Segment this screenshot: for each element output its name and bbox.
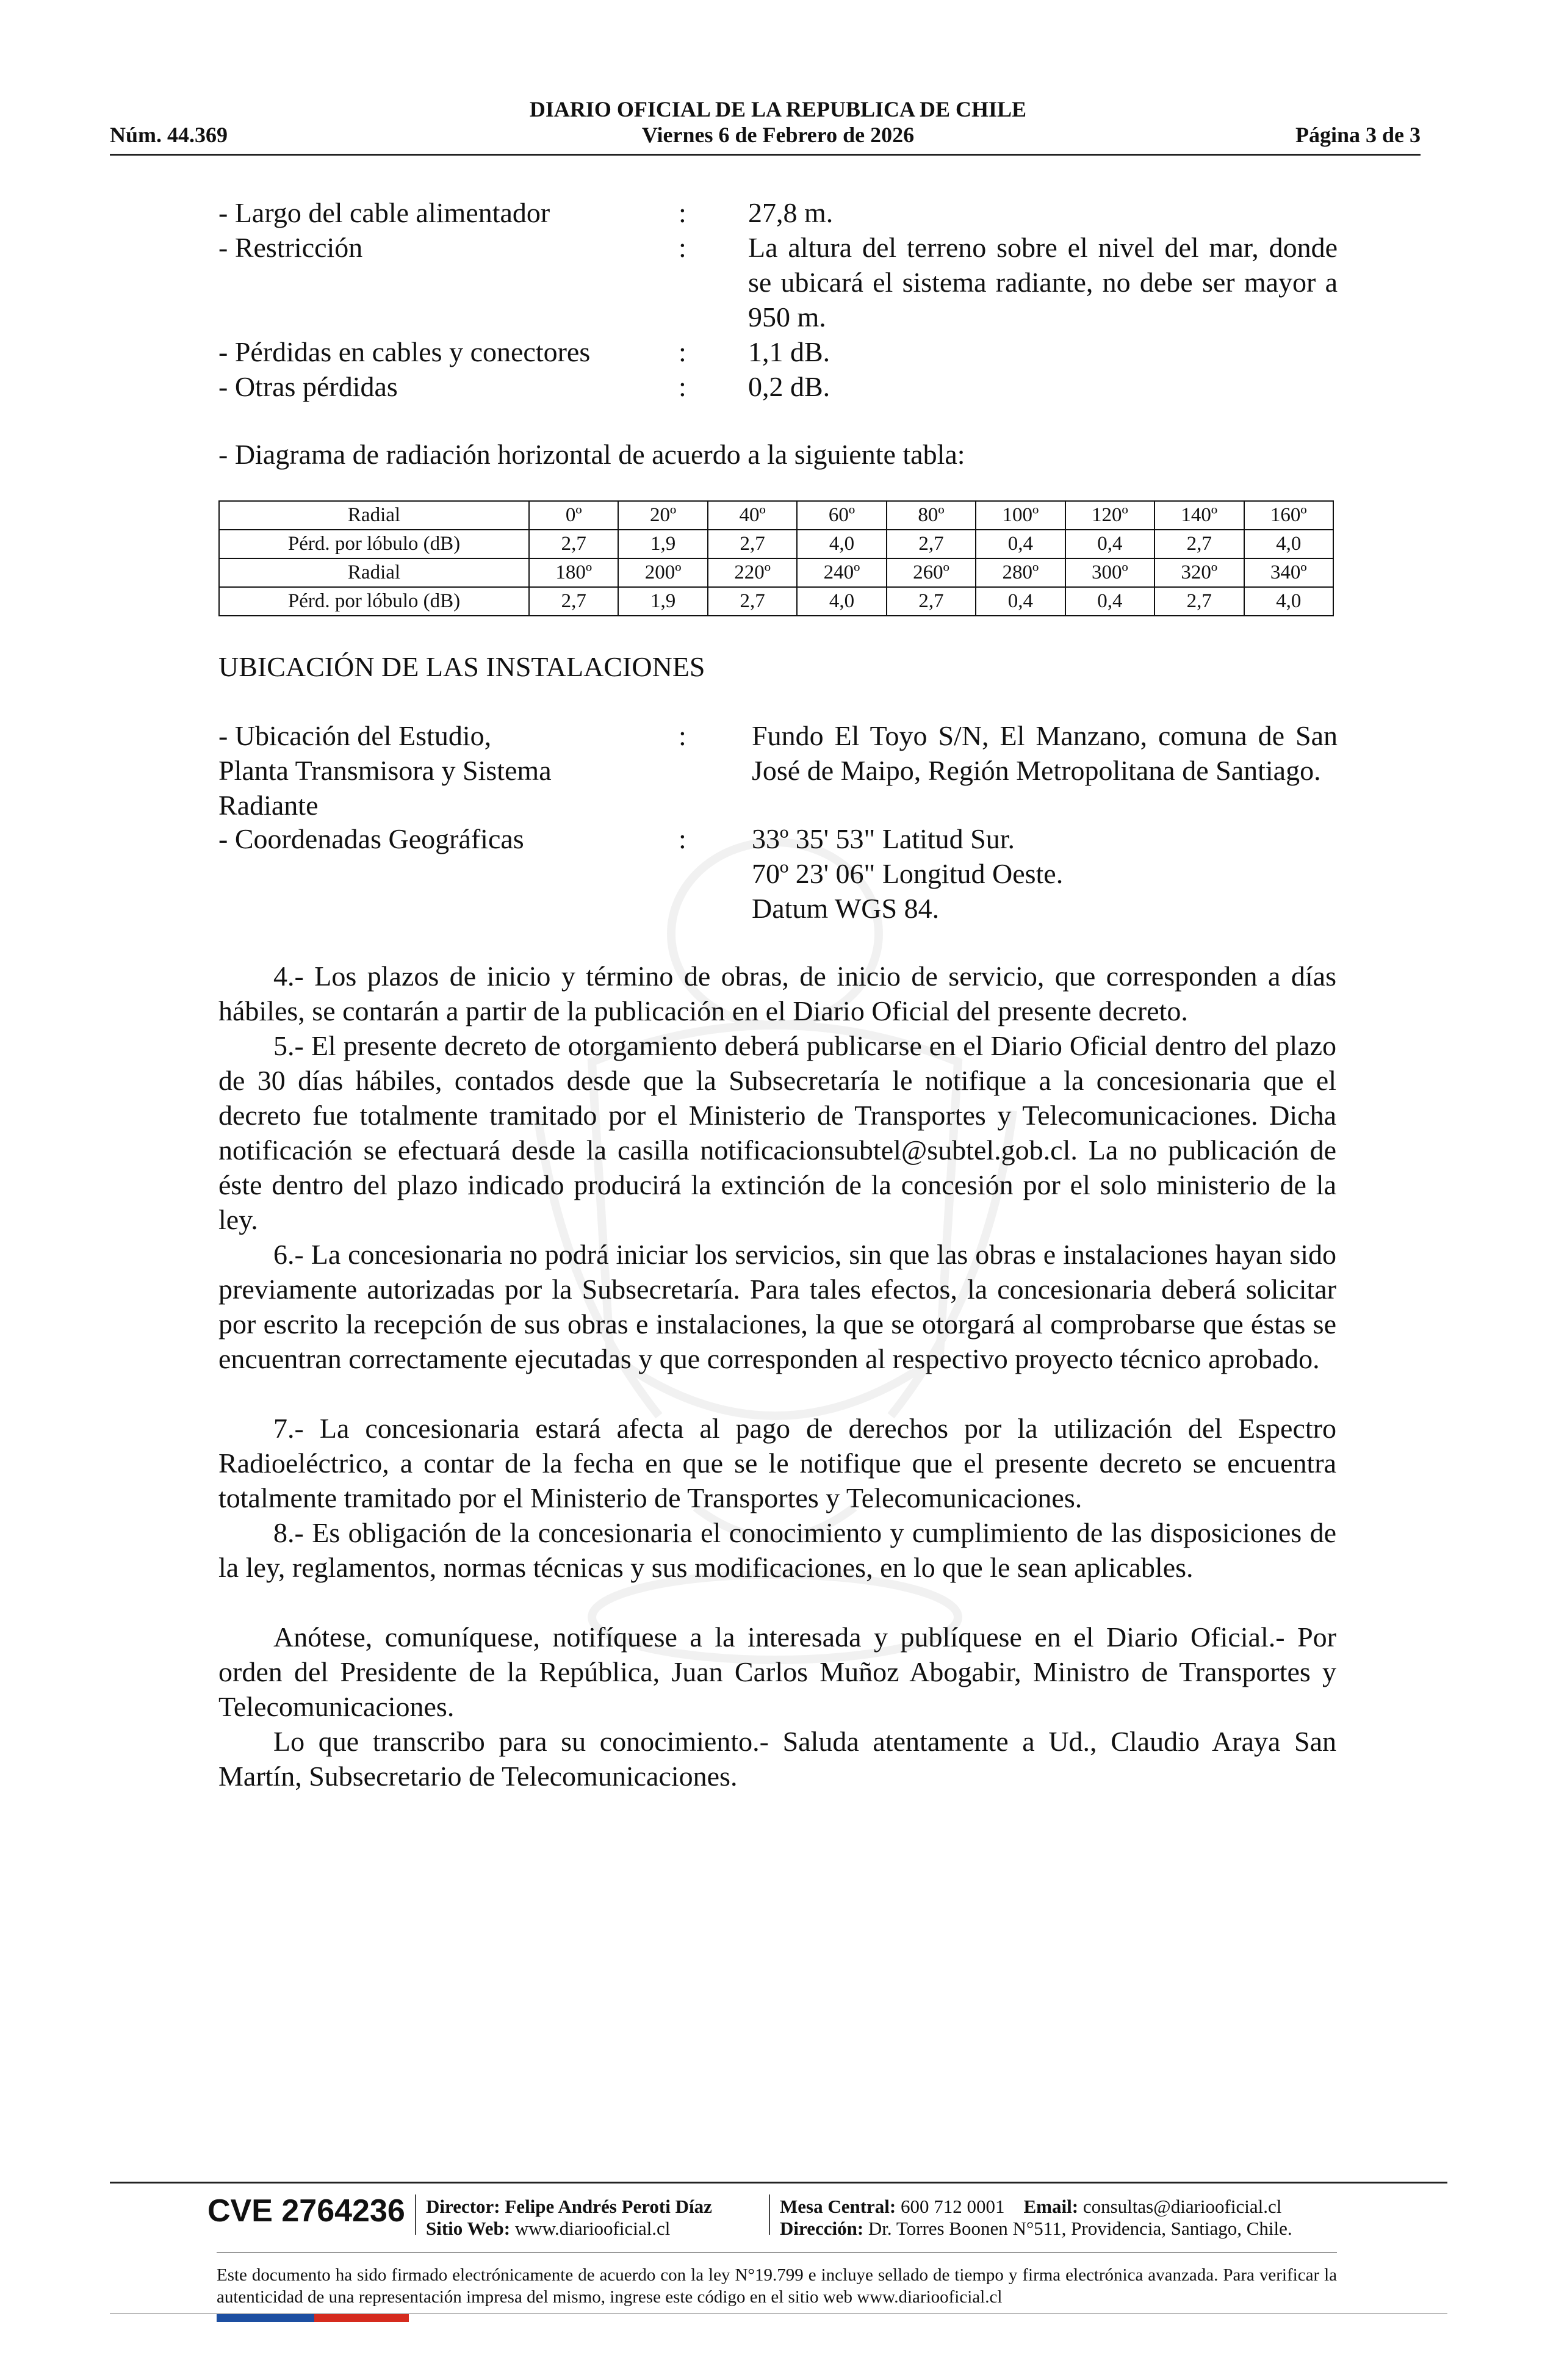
table-cell: 0,4 [976,530,1065,558]
spec-value: 27,8 m. [748,197,834,228]
site-colon: : [679,720,686,751]
table-cell: 2,7 [1154,587,1244,616]
page-indicator: Página 3 de 3 [1295,123,1421,147]
footer-contact: Mesa Central: 600 712 0001 Email: consultas@diariooficial.cl [780,2196,1282,2217]
table-cell: 0,4 [1065,587,1154,616]
cve-code: CVE 2764236 [207,2193,405,2229]
paragraph-7: 7.- La concesionaria estará afecta al pago de derechos por la utilización del Espectro Radioeléctrico, a contar de la fecha en que se le notifique que el presente decreto se encuentra totalmente tramitado por el Ministerio de Transportes y Telecomunicaciones. [218,1413,1336,1513]
table-cell: 1,9 [618,530,707,558]
closing-signature: Lo que transcribo para su conocimiento.- Saluda atentamente a Ud., Claudio Araya San Martín, Subsecretario de Telecomunicaciones. [218,1726,1336,1792]
table-cell: 4,0 [1244,530,1334,558]
table-cell: 60º [797,501,886,530]
table-cell: 300º [1065,558,1154,587]
flag-stripe-red [314,2314,409,2322]
header-divider [110,154,1421,156]
spec-value: 1,1 dB. [748,336,830,367]
table-cell: 4,0 [797,530,886,558]
table-cell: 320º [1154,558,1244,587]
issue-number: Núm. 44.369 [110,123,228,147]
footer-divider [110,2182,1447,2183]
coords-longitude: 70º 23' 06" Longitud Oeste. [752,858,1064,889]
table-cell: 0º [529,501,618,530]
spec-label: - Pérdidas en cables y conectores [218,336,591,367]
table-cell: 280º [976,558,1065,587]
table-row [219,501,1333,530]
footer-website: Sitio Web: www.diariooficial.cl [426,2218,671,2239]
footer-director: Director: Felipe Andrés Peroti Díaz [426,2196,712,2217]
paragraph-8: 8.- Es obligación de la concesionaria el conocimiento y cumplimiento de las disposiciones de la ley, reglamentos, normas técnicas y sus modificaciones, en lo que le sean aplicables. [218,1517,1336,1583]
table-cell: 4,0 [797,587,886,616]
spec-value: La altura del terreno sobre el nivel del mar, donde se ubicará el sistema radiante, no debe ser mayor a 950 m. [748,232,1338,333]
table-cell: 80º [887,501,976,530]
coords-colon: : [679,823,686,854]
closing-paragraph: Anótese, comuníquese, notifíquese a la interesada y publíquese en el Diario Oficial.- Por orden del Presidente de la República, Juan Carlos Muñoz Abogabir, Ministro de Transportes y Telecomunicaciones. [218,1621,1336,1722]
section-heading: UBICACIÓN DE LAS INSTALACIONES [218,651,705,682]
table-cell: 160º [1244,501,1334,530]
table-cell: 0,4 [976,587,1065,616]
spec-value: 0,2 dB. [748,371,830,402]
newspaper-title: DIARIO OFICIAL DE LA REPUBLICA DE CHILE [529,97,1027,121]
spec-colon: : [679,232,686,263]
diagram-intro: - Diagrama de radiación horizontal de acuerdo a la siguiente tabla: [218,439,965,470]
table-cell: 100º [976,501,1065,530]
footer-divider [217,2252,1337,2253]
table-cell: 2,7 [887,587,976,616]
row-header-cell: Radial [219,558,529,587]
footer-separator [769,2194,770,2235]
row-header-cell: Pérd. por lóbulo (dB) [219,530,529,558]
table-cell: 2,7 [1154,530,1244,558]
spec-label: - Largo del cable alimentador [218,197,550,228]
footer-address: Dirección: Dr. Torres Boonen N°511, Providencia, Santiago, Chile. [780,2218,1292,2239]
table-cell: 40º [708,501,797,530]
spec-colon: : [679,197,686,228]
spec-label: - Otras pérdidas [218,371,398,402]
row-header-cell: Radial [219,501,529,530]
coords-latitude: 33º 35' 53" Latitud Sur. [752,823,1015,854]
table-cell: 2,7 [708,530,797,558]
email-link[interactable]: consultas@diariooficial.cl [1082,2196,1282,2217]
flag-stripe-blue [217,2314,314,2322]
paragraph-5: 5.- El presente decreto de otorgamiento deberá publicarse en el Diario Oficial dentro del plazo de 30 días hábiles, contados desde que la Subsecretaría le notifique a la concesionaria que el decreto fue totalmente tramitado por el Ministerio de Transportes y Telecomunicaciones. Dicha notificación se efectuará desde la casilla notificacionsubtel@subtel.gob.cl. La no publicación de éste dentro del plazo indicado producirá la extinción de la concesión por el solo ministerio de la ley. [218,1030,1336,1235]
table-cell: 200º [618,558,707,587]
table-cell: 260º [887,558,976,587]
radiation-table [218,500,1334,616]
spec-colon: : [679,371,686,402]
table-cell: 340º [1244,558,1334,587]
footer-separator [415,2194,416,2235]
table-cell: 2,7 [887,530,976,558]
table-cell: 4,0 [1244,587,1334,616]
table-cell: 1,9 [618,587,707,616]
table-cell: 240º [797,558,886,587]
paragraph-6: 6.- La concesionaria no podrá iniciar los servicios, sin que las obras e instalaciones hayan sido previamente autorizadas por la Subsecretaría. Para tales efectos, la concesionaria deberá solicitar por escrito la recepción de sus obras e instalaciones, la que se otorgará al comprobarse que éstas se encuentran correctamente ejecutadas y que corresponden al respectivo proyecto técnico aprobado. [218,1239,1336,1374]
signature-notice: Este documento ha sido firmado electrónicamente de acuerdo con la ley N°19.799 e incluye sellado de tiempo y firma electrónica avanzada. Para verificar la autenticidad de una representación impresa del mismo, ingrese este código en el sitio web www.diariooficial.cl [217,2265,1337,2307]
website-link[interactable]: www.diariooficial.cl [514,2218,671,2239]
spec-colon: : [679,336,686,367]
table-row [219,587,1333,616]
table-cell: 2,7 [708,587,797,616]
coords-label: - Coordenadas Geográficas [218,823,524,854]
table-cell: 140º [1154,501,1244,530]
table-cell: 180º [529,558,618,587]
spec-label: - Restricción [218,232,363,263]
table-row [219,558,1333,587]
table-cell: 20º [618,501,707,530]
table-cell: 120º [1065,501,1154,530]
coords-datum: Datum WGS 84. [752,893,940,924]
issue-date: Viernes 6 de Febrero de 2026 [641,123,915,147]
table-row [219,530,1333,558]
site-value: Fundo El Toyo S/N, El Manzano, comuna de San José de Maipo, Región Metropolitana de Santiago. [752,720,1338,786]
table-cell: 2,7 [529,530,618,558]
table-cell: 2,7 [529,587,618,616]
row-header-cell: Pérd. por lóbulo (dB) [219,587,529,616]
paragraph-4: 4.- Los plazos de inicio y término de obras, de inicio de servicio, que corresponden a días hábiles, se contarán a partir de la publicación en el Diario Oficial del presente decreto. [218,961,1336,1026]
site-label: - Ubicación del Estudio, Planta Transmisora y Sistema Radiante [218,720,552,821]
table-cell: 0,4 [1065,530,1154,558]
table-cell: 220º [708,558,797,587]
